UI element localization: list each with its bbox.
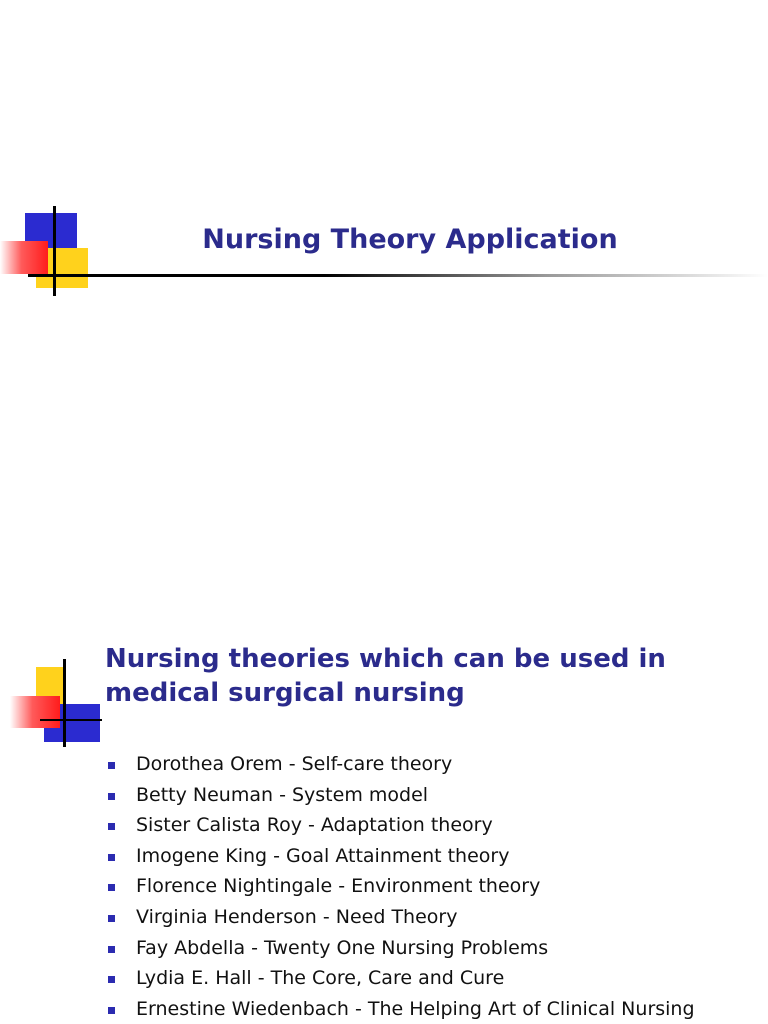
- theory-list: [108, 749, 758, 1024]
- list-item: [108, 780, 758, 811]
- decor-vertical-line: [63, 659, 66, 747]
- list-item-text: Lydia E. Hall - The Core, Care and Cure: [136, 967, 505, 990]
- list-item-text: Virginia Henderson - Need Theory: [136, 905, 458, 928]
- slide-heading: Nursing theories which can be used in medical surgical nursing: [105, 644, 666, 708]
- list-item: [108, 963, 758, 994]
- list-item: [108, 994, 758, 1024]
- decor-horizontal-line: [28, 274, 768, 277]
- slide-theories-list: [0, 512, 768, 1024]
- list-item: [108, 749, 758, 780]
- bullet-square-icon: [108, 854, 115, 861]
- slide-title-text: Nursing Theory Application: [202, 224, 618, 255]
- list-item: [108, 933, 758, 964]
- list-item: [108, 871, 758, 902]
- bullet-square-icon: [108, 793, 115, 800]
- list-item: [108, 841, 758, 872]
- decor-horizontal-line: [40, 719, 102, 721]
- list-item-text: Fay Abdella - Twenty One Nursing Problems: [136, 936, 549, 959]
- list-item-text: Ernestine Wiedenbach - The Helping Art of Clinical Nursing: [136, 997, 695, 1020]
- list-item-text: Dorothea Orem - Self-care theory: [136, 753, 453, 775]
- list-item-text: Imogene King - Goal Attainment theory: [136, 844, 510, 867]
- bullet-square-icon: [108, 946, 115, 953]
- bullet-square-icon: [108, 823, 115, 830]
- bullet-square-icon: [108, 762, 115, 769]
- decor-red-bar: [10, 696, 60, 728]
- list-item-text: Sister Calista Roy - Adaptation theory: [136, 814, 493, 837]
- bullet-square-icon: [108, 1007, 115, 1014]
- bullet-square-icon: [108, 976, 115, 983]
- bullet-square-icon: [108, 915, 115, 922]
- list-item: [108, 902, 758, 933]
- list-item-text: Betty Neuman - System model: [136, 783, 429, 806]
- list-item: [108, 810, 758, 841]
- bullet-square-icon: [108, 884, 115, 891]
- list-item-text: Florence Nightingale - Environment theory: [136, 875, 541, 898]
